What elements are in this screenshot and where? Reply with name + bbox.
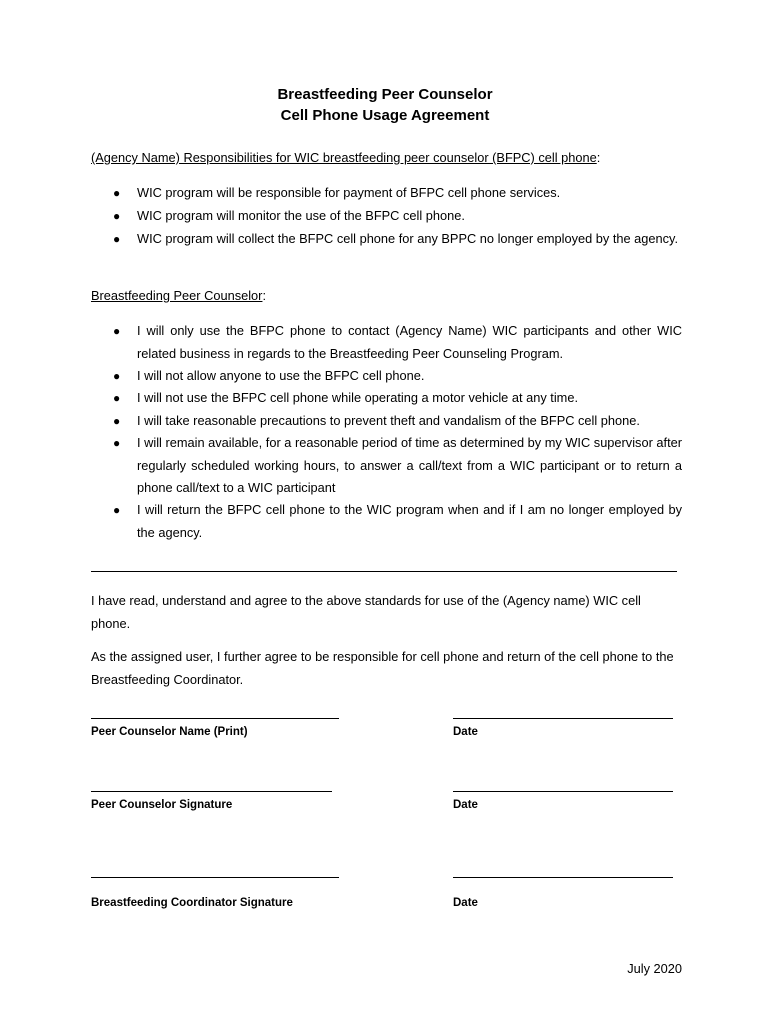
peer-counselor-heading [91, 287, 266, 305]
bullet-icon: ● [113, 209, 121, 223]
list-item-text: I will remain available, for a reasonable period of time as determined by my WIC supervisor after regularly scheduled working hours, to answer a call/text from a WIC participant or to return a phone call/text to a WIC participant [137, 435, 682, 495]
agreement-paragraph: I have read, understand and agree to the above standards for use of the (Agency name) WIC cell phone. [91, 593, 641, 631]
coordinator-signature-label: Breastfeeding Coordinator Signature [91, 897, 293, 909]
bullet-icon: ● [113, 414, 121, 428]
list-item-text: I will not allow anyone to use the BFPC cell phone. [137, 368, 425, 383]
counselor-signature-date-line[interactable] [453, 791, 673, 792]
list-item-text: I will return the BFPC cell phone to the WIC program when and if I am no longer employed by the agency. [137, 502, 682, 540]
agency-responsibilities-heading [91, 149, 600, 167]
date-label: Date [453, 726, 478, 738]
document-title: Breastfeeding Peer Counselor [277, 86, 493, 103]
list-item-text: I will only use the BFPC phone to contact (Agency Name) WIC participants and other WIC related business in regards to the Breastfeeding Peer Counseling Program. [137, 323, 682, 361]
bullet-icon: ● [113, 369, 121, 383]
coordinator-signature-line[interactable] [91, 877, 339, 878]
bullet-icon: ● [113, 503, 121, 517]
counselor-signature-line[interactable] [91, 791, 332, 792]
counselor-name-date-line[interactable] [453, 718, 673, 719]
bullet-icon: ● [113, 391, 121, 405]
section-divider [91, 571, 677, 572]
counselor-heading-colon: : [262, 288, 267, 303]
bullet-icon: ● [113, 186, 121, 200]
document-subtitle: Cell Phone Usage Agreement [280, 107, 490, 124]
counselor-signature-label: Peer Counselor Signature [91, 799, 233, 811]
responsibility-paragraph: As the assigned user, I further agree to be responsible for cell phone and return of the cell phone to the Breastfeeding Coordinator. [91, 649, 674, 687]
agency-heading-colon: : [596, 150, 601, 165]
counselor-name-label: Peer Counselor Name (Print) [91, 726, 248, 738]
date-label: Date [453, 897, 478, 909]
bullet-icon: ● [113, 324, 121, 338]
list-item-text: WIC program will be responsible for payment of BFPC cell phone services. [137, 185, 561, 200]
counselor-heading-text: Breastfeeding Peer Counselor [91, 288, 263, 303]
footer-date: July 2020 [627, 961, 682, 976]
list-item-text: I will not use the BFPC cell phone while operating a motor vehicle at any time. [137, 390, 579, 405]
date-label: Date [453, 799, 478, 811]
list-item-text: WIC program will monitor the use of the BFPC cell phone. [137, 208, 465, 223]
coordinator-signature-date-line[interactable] [453, 877, 673, 878]
bullet-icon: ● [113, 232, 121, 246]
list-item-text: I will take reasonable precautions to prevent theft and vandalism of the BFPC cell phone. [137, 413, 640, 428]
bullet-icon: ● [113, 436, 121, 450]
agency-heading-text: (Agency Name) Responsibilities for WIC breastfeeding peer counselor (BFPC) cell phone [91, 150, 597, 165]
counselor-name-line[interactable] [91, 718, 339, 719]
list-item-text: WIC program will collect the BFPC cell phone for any BPPC no longer employed by the agency. [137, 231, 679, 246]
